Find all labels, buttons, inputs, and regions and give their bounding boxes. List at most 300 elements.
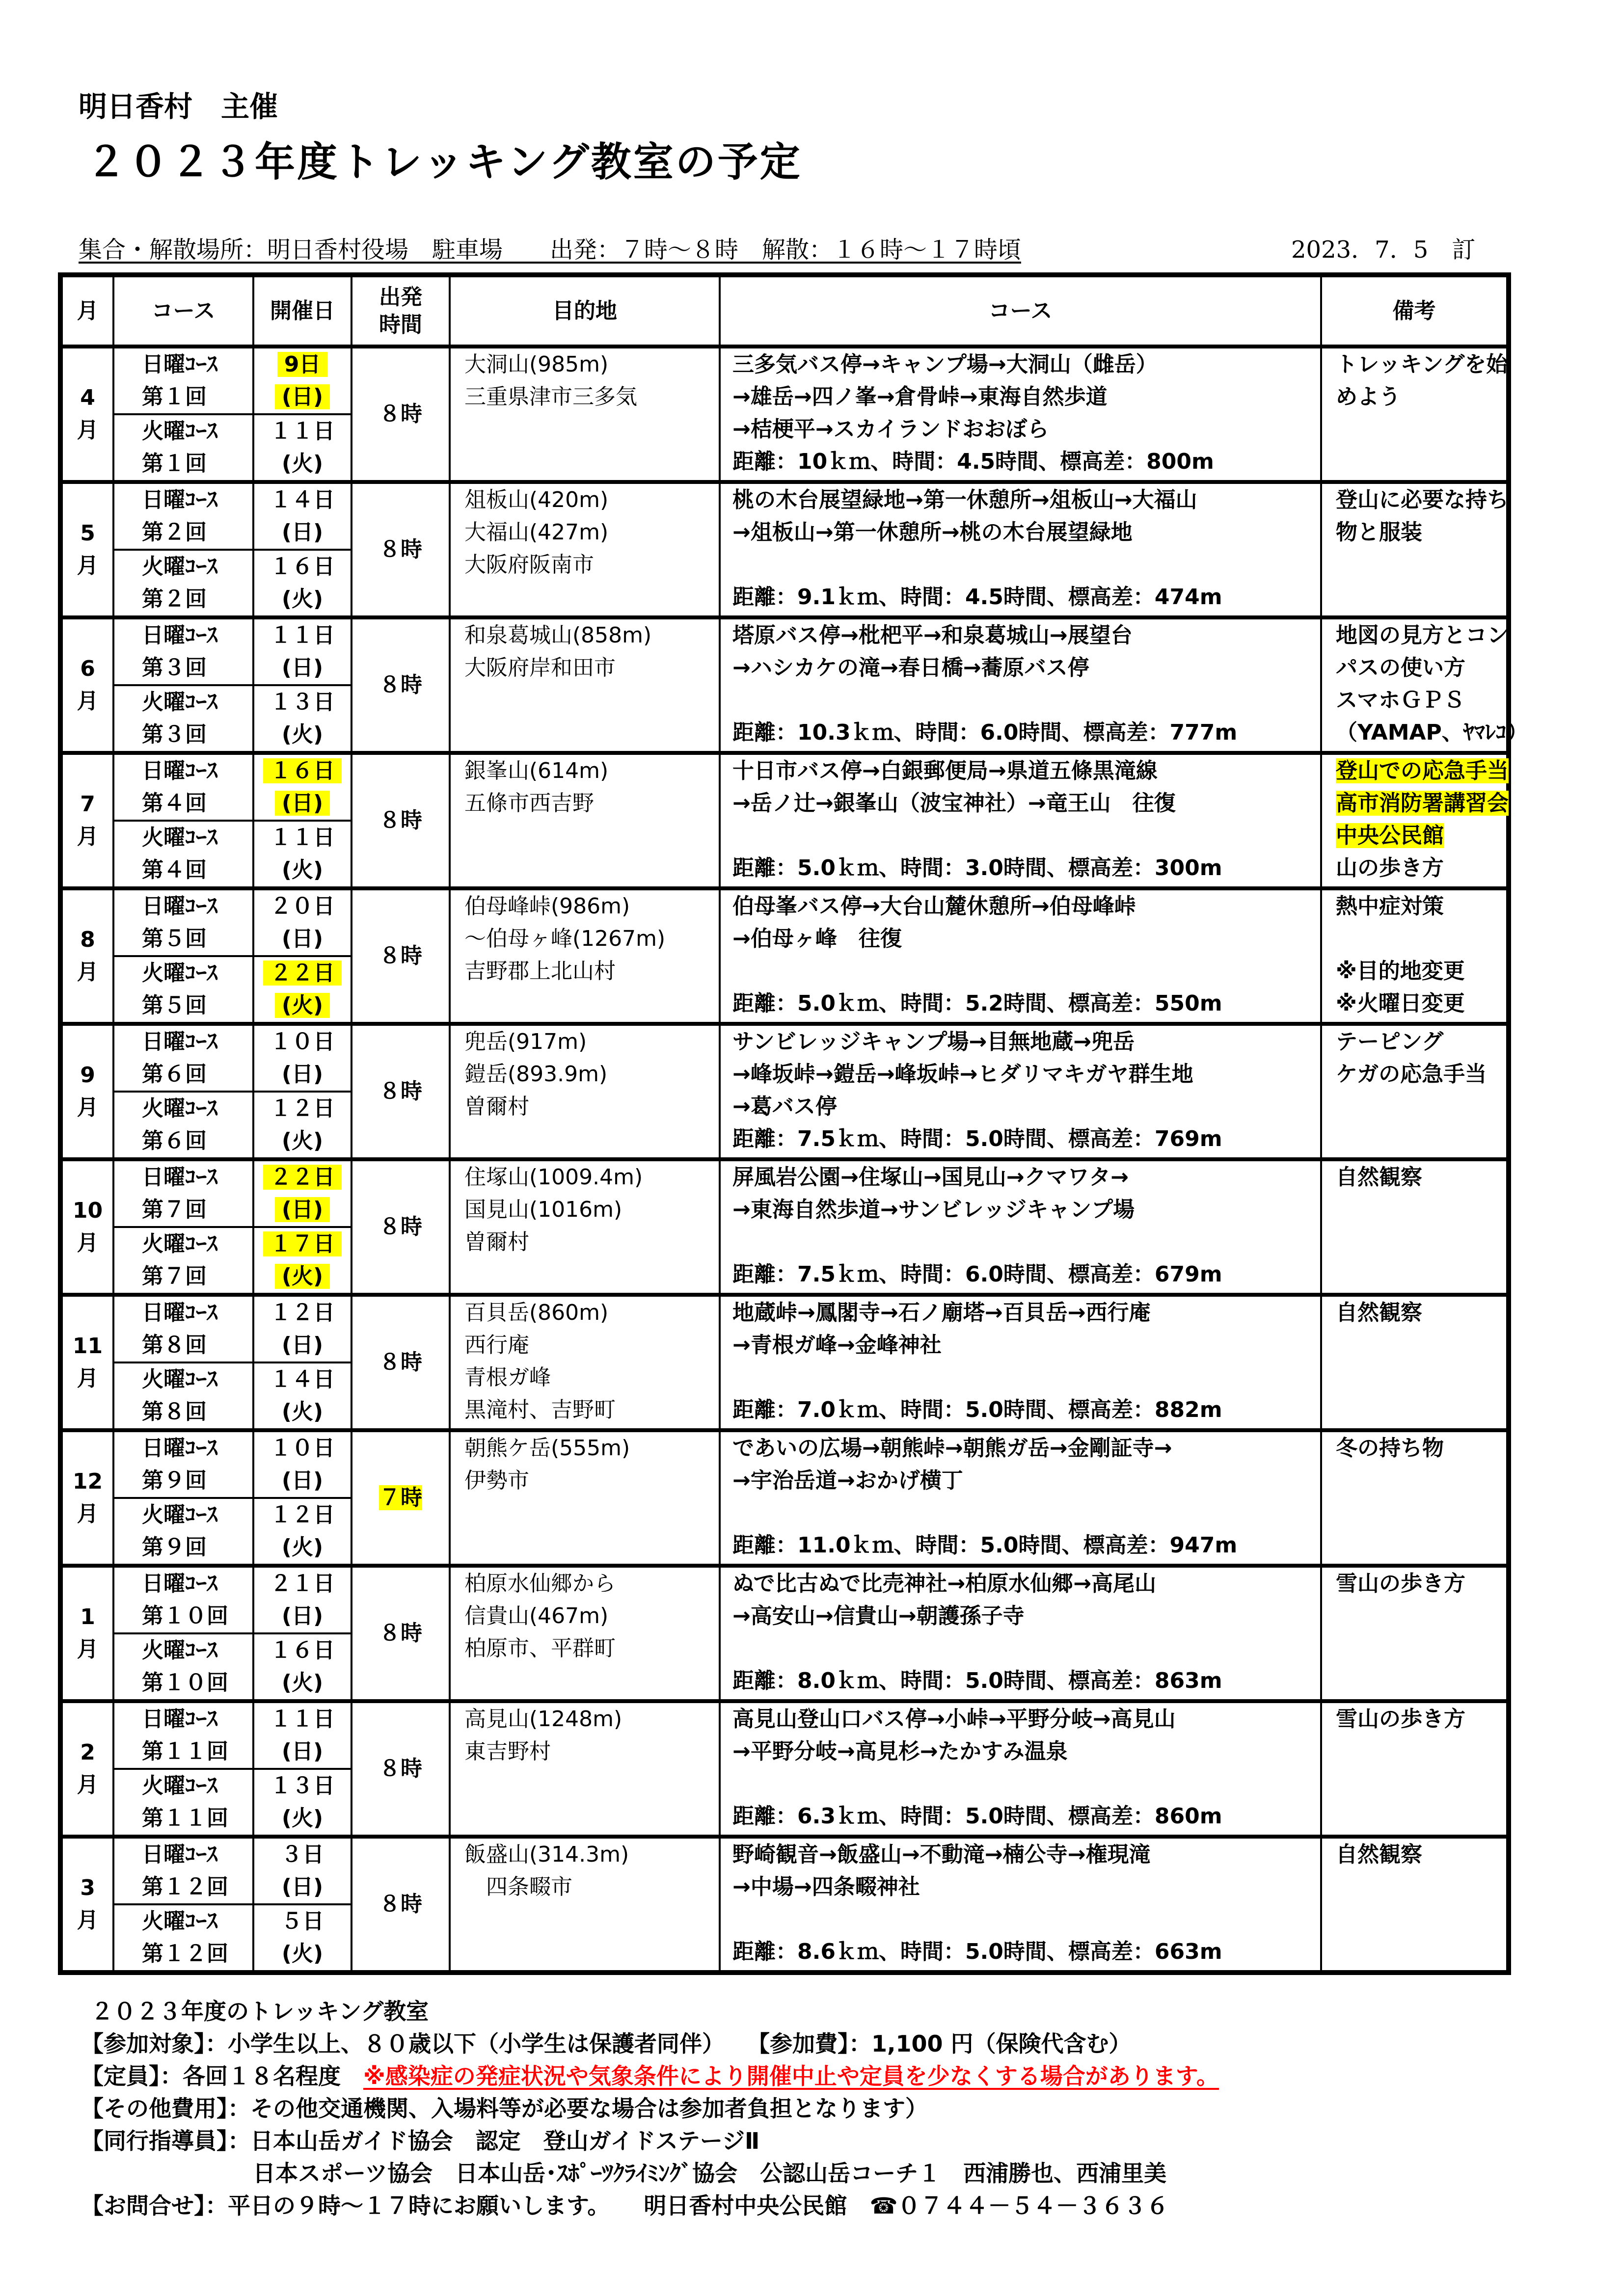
date-text: (火) (275, 993, 330, 1018)
route-line: →葛バス停 (732, 1094, 837, 1119)
date-text: １２日 (270, 1096, 335, 1121)
start-time-cell (352, 1430, 450, 1566)
notes-text: 自然観察 (1336, 1300, 1422, 1325)
route-cell (720, 888, 1321, 1024)
sunday-date-cell (253, 888, 352, 956)
sunday-date-cell (253, 617, 352, 685)
tuesday-course-cell (113, 956, 253, 1024)
date-line (254, 1161, 351, 1194)
footer-capacity-warning: ※感染症の発症状況や気象条件により開催中止や定員を少なくする場合があります。 (363, 2063, 1219, 2089)
notes-line (1336, 890, 1506, 923)
date-text: １４日 (270, 1367, 335, 1392)
month-number: 9 (80, 1063, 95, 1088)
table-row (60, 482, 1509, 550)
course-label: 日曜ｺｰｽ (142, 1707, 217, 1732)
start-time: ８時 (379, 1079, 422, 1104)
date-line (254, 516, 351, 549)
route-distance: 距離：7.5ｋｍ、時間：6.0時間、標高差：679m (732, 1262, 1222, 1287)
notes-text: パスの使い方 (1336, 655, 1465, 680)
course-label: 日曜ｺｰｽ (142, 352, 217, 377)
date-line (254, 1058, 351, 1091)
date-text: １３日 (270, 690, 335, 715)
course-label: 火曜ｺｰｽ (142, 690, 217, 715)
notes-line (1336, 348, 1506, 381)
notes-text: めよう (1336, 384, 1401, 409)
date-line (254, 787, 351, 820)
start-time-cell (352, 1566, 450, 1701)
course-label: 第１回 (142, 451, 207, 476)
date-text: (火) (281, 451, 324, 476)
notes-line (1336, 652, 1506, 684)
date-line (254, 1634, 351, 1667)
route-distance: 距離：11.0ｋｍ、時間：5.0時間、標高差：947m (732, 1533, 1238, 1558)
route-cell (720, 753, 1321, 888)
notes-text: トレッキングを始 (1336, 352, 1508, 377)
course-label: 火曜ｺｰｽ (142, 1502, 217, 1527)
sunday-date-cell (253, 1430, 352, 1498)
notes-cell (1321, 888, 1509, 1024)
destination-line: 伯母峰峠(986m) (464, 894, 630, 919)
table-row (60, 1430, 1509, 1498)
start-time-cell (352, 888, 450, 1024)
notes-text: 地図の見方とコン (1336, 623, 1509, 648)
course-label: 火曜ｺｰｽ (142, 1638, 217, 1663)
date-line (254, 1093, 351, 1125)
destination-cell (450, 347, 720, 482)
route-cell (720, 1159, 1321, 1295)
month-kanji: 月 (77, 1230, 99, 1255)
start-time: ８時 (379, 672, 422, 697)
table-row (60, 1295, 1509, 1362)
footer-target: 【参加対象】：小学生以上、８０歳以下（小学生は保護者同伴） 【参加費】：1,100 円（保険代含む） (81, 2030, 1132, 2057)
date-text: (火) (281, 1670, 324, 1695)
tuesday-date-cell (253, 1498, 352, 1566)
route-line: →ハシカケの滝→春日橋→蕎原バス停 (732, 655, 1089, 680)
table-row (60, 347, 1509, 414)
course-label: 火曜ｺｰｽ (142, 1773, 217, 1798)
start-time: ８時 (379, 1621, 422, 1646)
course-label: 火曜ｺｰｽ (142, 554, 217, 579)
course-label: 第６回 (142, 1128, 207, 1153)
notes-cell (1321, 347, 1509, 482)
tuesday-course-cell (113, 821, 253, 888)
course-label: 第５回 (142, 926, 207, 951)
destination-cell (450, 617, 720, 753)
sunday-date-cell (253, 753, 352, 821)
date-line (254, 1228, 351, 1260)
month-kanji: 月 (77, 553, 99, 578)
route-line: →青根ガ峰→金峰神社 (732, 1333, 942, 1358)
route-cell (720, 1430, 1321, 1566)
footer-capacity-line (81, 2060, 1219, 2092)
tuesday-course-cell (113, 1362, 253, 1430)
notes-cell (1321, 617, 1528, 753)
date-line (254, 1125, 351, 1157)
footer-guides-2: 日本スポーツ協会 日本山岳･ｽﾎﾟｰﾂｸﾗｲﾐﾝｸﾞ協会 公認山岳コーチ１ 西浦勝也、西浦里美 (253, 2160, 1167, 2187)
course-label: 第４回 (142, 857, 207, 882)
date-text: (日) (281, 1062, 324, 1087)
notes-text: 登山に必要な持ち (1336, 487, 1509, 512)
notes-cell (1321, 1159, 1509, 1295)
notes-line (1336, 755, 1509, 787)
route-distance: 距離：10ｋｍ、時間：4.5時間、標高差：800m (732, 449, 1214, 474)
route-line: 地蔵峠→鳳閣寺→石ノ廟塔→百貝岳→西行庵 (732, 1300, 1151, 1325)
destination-line: 大阪府阪南市 (464, 552, 594, 577)
notes-line (1336, 619, 1509, 652)
date-text: １４日 (270, 487, 335, 512)
notes-line (1336, 381, 1506, 413)
date-line (254, 822, 351, 854)
start-time: ８時 (379, 401, 422, 427)
route-line: →雄岳→四ノ峯→倉骨峠→東海自然歩道 (732, 384, 1108, 409)
start-time-cell (352, 753, 450, 888)
notes-text: 熱中症対策 (1336, 894, 1444, 919)
route-line: 十日市バス停→白銀郵便局→県道五條黒滝線 (732, 758, 1158, 783)
date-text: １２日 (270, 1300, 335, 1325)
course-label: 第８回 (142, 1333, 207, 1358)
course-label: 火曜ｺｰｽ (142, 1909, 217, 1934)
destination-line: 曽爾村 (464, 1094, 529, 1119)
notes-text: 登山での応急手当 (1336, 758, 1509, 783)
start-time-cell (352, 1024, 450, 1159)
start-time: ７時 (379, 1485, 422, 1510)
tuesday-course-cell (113, 1904, 253, 1973)
destination-line: 百貝岳(860m) (464, 1300, 609, 1325)
course-label: 日曜ｺｰｽ (142, 623, 217, 648)
route-line: →俎板山→第一休憩所→桃の木台展望緑地 (732, 520, 1133, 545)
date-text: ２１日 (270, 1571, 335, 1596)
month-number: 10 (72, 1198, 103, 1223)
date-line (254, 1329, 351, 1362)
date-text: １２日 (270, 1502, 335, 1527)
destination-line: 銀峯山(614m) (464, 758, 609, 783)
course-label: 第７回 (142, 1197, 207, 1222)
start-time-cell (352, 347, 450, 482)
sunday-course-cell (113, 617, 253, 685)
course-label: 日曜ｺｰｽ (142, 1571, 217, 1596)
tuesday-date-cell (253, 821, 352, 888)
notes-cell (1321, 1566, 1509, 1701)
month-number: 8 (80, 927, 95, 952)
date-line (254, 348, 351, 381)
course-label: 第２回 (142, 520, 207, 545)
revision-date: 2023．7．5 訂 (1291, 236, 1476, 264)
notes-line (1336, 820, 1506, 852)
route-cell (720, 1024, 1321, 1159)
date-line (254, 854, 351, 886)
route-cell (720, 1701, 1321, 1837)
footer-guides: 【同行指導員】：日本山岳ガイド協会 認定 登山ガイドステージⅡ (81, 2128, 760, 2154)
destination-cell (450, 888, 720, 1024)
date-line (254, 1802, 351, 1835)
notes-cell (1321, 1837, 1509, 1973)
month-number: 4 (80, 385, 95, 410)
month-cell (60, 1024, 113, 1159)
notes-cell (1321, 1295, 1509, 1430)
destination-line: 和泉葛城山(858m) (464, 623, 652, 648)
date-line (254, 1432, 351, 1465)
date-line (254, 890, 351, 923)
route-cell (720, 482, 1321, 617)
course-label: 第１２回 (142, 1941, 228, 1966)
tuesday-course-cell (113, 550, 253, 617)
month-kanji: 月 (77, 1366, 99, 1391)
course-label: 第１０回 (142, 1603, 228, 1629)
month-kanji: 月 (77, 1501, 99, 1526)
destination-line: 高見山(1248m) (464, 1707, 622, 1732)
course-label: 第２回 (142, 587, 207, 612)
footer-info (81, 1995, 1219, 2222)
destination-line: ～伯母ヶ峰(1267m) (464, 926, 666, 951)
sunday-course-cell (113, 888, 253, 956)
course-label: 火曜ｺｰｽ (142, 419, 217, 444)
sunday-course-cell (113, 1295, 253, 1362)
column-header-date: 開催日 (253, 275, 352, 347)
notes-text: 冬の持ち物 (1336, 1436, 1444, 1461)
date-text: １１日 (270, 1707, 335, 1732)
route-line: →桔梗平→スカイランドおおぼら (732, 417, 1049, 442)
sunday-course-cell (113, 482, 253, 550)
date-line (254, 686, 351, 719)
date-text: １１日 (270, 419, 335, 444)
date-text: (日) (281, 520, 324, 545)
notes-line (1336, 1297, 1506, 1329)
column-header-start (352, 275, 450, 347)
destination-line: 東吉野村 (464, 1739, 551, 1764)
route-line: →岳ノ辻→銀峯山（波宝神社）→竜王山 往復 (732, 791, 1176, 816)
route-distance: 距離：8.6ｋｍ、時間：5.0時間、標高差：663m (732, 1939, 1222, 1964)
month-number: 1 (80, 1604, 95, 1629)
sunday-course-cell (113, 1159, 253, 1227)
destination-line: 三重県津市三多気 (464, 384, 637, 409)
route-line: 高見山登山口バス停→小峠→平野分岐→高見山 (732, 1707, 1176, 1732)
date-line (254, 1297, 351, 1329)
month-number: 5 (80, 521, 95, 546)
month-number: 7 (80, 792, 95, 817)
date-text: (日) (281, 1874, 324, 1899)
organizer: 明日香村 主催 (79, 90, 278, 123)
month-cell (60, 347, 113, 482)
column-header-month: 月 (60, 275, 113, 347)
date-line (254, 1905, 351, 1938)
course-label: 第３回 (142, 722, 207, 747)
destination-cell (450, 1430, 720, 1566)
table-row (60, 1159, 1509, 1227)
tuesday-date-cell (253, 550, 352, 617)
course-label: 日曜ｺｰｽ (142, 1300, 217, 1325)
date-line (254, 1770, 351, 1802)
date-text: １３日 (270, 1773, 335, 1798)
date-text: ２２日 (263, 961, 342, 986)
date-text: (日) (281, 1603, 324, 1629)
date-line (254, 619, 351, 652)
date-line (254, 1194, 351, 1226)
table-row (60, 1024, 1509, 1092)
notes-line (1336, 988, 1506, 1020)
notes-cell (1321, 1024, 1509, 1159)
date-text: (日) (281, 1468, 324, 1493)
course-label: 日曜ｺｰｽ (142, 1029, 217, 1054)
tuesday-course-cell (113, 414, 253, 482)
destination-line: 住塚山(1009.4m) (464, 1165, 643, 1190)
destination-line: 大福山(427m) (464, 520, 609, 545)
sunday-date-cell (253, 1024, 352, 1092)
route-distance: 距離：10.3ｋｍ、時間：6.0時間、標高差：777m (732, 720, 1238, 745)
date-line (254, 1938, 351, 1970)
tuesday-course-cell (113, 1633, 253, 1701)
destination-line: 国見山(1016m) (464, 1197, 622, 1222)
destination-line: 四条畷市 (464, 1874, 572, 1899)
route-cell (720, 1295, 1321, 1430)
notes-text: （YAMAP、ﾔﾏﾚｺ） (1336, 720, 1528, 745)
month-kanji: 月 (77, 1095, 99, 1120)
month-number: 6 (80, 656, 95, 681)
column-header-course: コース (113, 275, 253, 347)
destination-line: 鎧岳(893.9m) (464, 1062, 608, 1087)
sunday-course-cell (113, 1430, 253, 1498)
start-time-cell (352, 1295, 450, 1430)
notes-line (1336, 1058, 1506, 1091)
course-label: 第１１回 (142, 1739, 228, 1764)
date-line (254, 1396, 351, 1428)
date-text: (日) (281, 1333, 324, 1358)
date-line (254, 1839, 351, 1871)
course-label: 第１回 (142, 384, 207, 409)
notes-text: 山の歩き方 (1336, 855, 1444, 881)
route-line: →中場→四条畷神社 (732, 1874, 920, 1899)
route-line: →宇治岳道→おかげ横丁 (732, 1468, 963, 1493)
course-label: 火曜ｺｰｽ (142, 1096, 217, 1121)
notes-line (1336, 1161, 1506, 1194)
tuesday-date-cell (253, 1904, 352, 1973)
route-cell (720, 1566, 1321, 1701)
date-text: 9日 (277, 352, 328, 377)
sunday-date-cell (253, 1295, 352, 1362)
notes-line (1336, 1432, 1506, 1465)
route-line: であいの広場→朝熊峠→朝熊ガ岳→金剛証寺→ (732, 1436, 1172, 1461)
destination-line: 五條市西吉野 (464, 791, 594, 816)
route-line: 伯母峯バス停→大台山麓休憩所→伯母峰峠 (732, 894, 1136, 919)
month-kanji: 月 (77, 960, 99, 985)
month-kanji: 月 (77, 824, 99, 849)
month-number: 3 (80, 1875, 95, 1900)
sunday-date-cell (253, 347, 352, 414)
course-label: 第３回 (142, 655, 207, 680)
notes-text: ケガの応急手当 (1336, 1062, 1487, 1087)
month-kanji: 月 (77, 689, 99, 714)
destination-cell (450, 1295, 720, 1430)
route-cell (720, 617, 1321, 753)
sunday-course-cell (113, 1566, 253, 1633)
date-line (254, 923, 351, 955)
course-label: 第５回 (142, 993, 207, 1018)
notes-text: 高市消防署講習会 (1336, 791, 1509, 816)
column-header-destination: 目的地 (450, 275, 720, 347)
date-text: (火) (281, 587, 324, 612)
tuesday-date-cell (253, 685, 352, 753)
date-text: １０日 (270, 1436, 335, 1461)
start-time: ８時 (379, 1892, 422, 1917)
route-line: 桃の木台展望緑地→第一休憩所→俎板山→大福山 (732, 487, 1197, 512)
tuesday-course-cell (113, 1498, 253, 1566)
date-text: １１日 (270, 825, 335, 850)
date-line (254, 719, 351, 751)
tuesday-date-cell (253, 1769, 352, 1837)
notes-line (1336, 1026, 1506, 1058)
date-line (254, 1871, 351, 1903)
destination-line: 伊勢市 (464, 1468, 529, 1493)
notes-text: 自然観察 (1336, 1165, 1422, 1190)
notes-text: ※目的地変更 (1336, 959, 1465, 984)
course-label: 第１１回 (142, 1806, 228, 1831)
table-row (60, 1566, 1509, 1633)
route-line: 屏風岩公園→住塚山→国見山→クマワタ→ (732, 1165, 1129, 1190)
date-line (254, 1667, 351, 1699)
date-text: (日) (275, 791, 330, 816)
start-time: ８時 (379, 1350, 422, 1375)
sunday-date-cell (253, 1159, 352, 1227)
course-label: 第９回 (142, 1468, 207, 1493)
notes-line (1336, 1703, 1506, 1735)
tuesday-course-cell (113, 1092, 253, 1159)
date-line (254, 381, 351, 413)
notes-line (1336, 516, 1506, 549)
date-line (254, 551, 351, 583)
sunday-course-cell (113, 1701, 253, 1769)
destination-line: 兜岳(917m) (464, 1029, 587, 1054)
route-distance: 距離：5.0ｋｍ、時間：5.2時間、標高差：550m (732, 991, 1222, 1016)
date-text: (火) (281, 1128, 324, 1153)
date-line (254, 1499, 351, 1531)
start-time-cell (352, 1837, 450, 1973)
notes-text: 中央公民館 (1336, 823, 1444, 848)
route-line: 塔原バス停→枇杷平→和泉葛城山→展望台 (732, 623, 1133, 648)
date-text: ３日 (281, 1842, 324, 1867)
month-cell (60, 482, 113, 617)
course-label: 日曜ｺｰｽ (142, 487, 217, 512)
route-line: →高安山→信貴山→朝護孫子寺 (732, 1603, 1025, 1629)
notes-line (1336, 484, 1509, 516)
route-distance: 距離：5.0ｋｍ、時間：3.0時間、標高差：300m (732, 855, 1222, 881)
footer-other-costs: 【その他費用】：その他交通機関、入場料等が必要な場合は参加者負担となります） (81, 2095, 928, 2122)
date-text: (火) (281, 722, 324, 747)
date-text: (日) (275, 384, 330, 409)
course-label: 日曜ｺｰｽ (142, 1842, 217, 1867)
route-line: →東海自然歩道→サンビレッジキャンプ場 (732, 1197, 1135, 1222)
start-time: ８時 (379, 1756, 422, 1781)
course-label: 第７回 (142, 1264, 207, 1289)
table-row (60, 753, 1509, 821)
start-time-cell (352, 1159, 450, 1295)
route-line: 三多気バス停→キャンプ場→大洞山（雌岳） (732, 352, 1158, 377)
month-cell (60, 1430, 113, 1566)
month-kanji: 月 (77, 1772, 99, 1797)
date-text: １１日 (270, 623, 335, 648)
column-header-route: コース (720, 275, 1321, 347)
date-text: ５日 (281, 1909, 324, 1934)
start-header-line1: 出発 (379, 284, 422, 310)
sunday-date-cell (253, 482, 352, 550)
start-time-cell (352, 1701, 450, 1837)
course-label: 第６回 (142, 1062, 207, 1087)
course-label: 火曜ｺｰｽ (142, 961, 217, 986)
date-text: １６日 (270, 554, 335, 579)
destination-line: 柏原市、平群町 (464, 1636, 616, 1661)
date-line (254, 957, 351, 989)
tuesday-date-cell (253, 1362, 352, 1430)
meeting-info: 集合・解散場所：明日香村役場 駐車場 出発：７時～８時 解散：１６時～１７時頃 (79, 236, 1022, 264)
meeting-info-line (79, 231, 1502, 265)
